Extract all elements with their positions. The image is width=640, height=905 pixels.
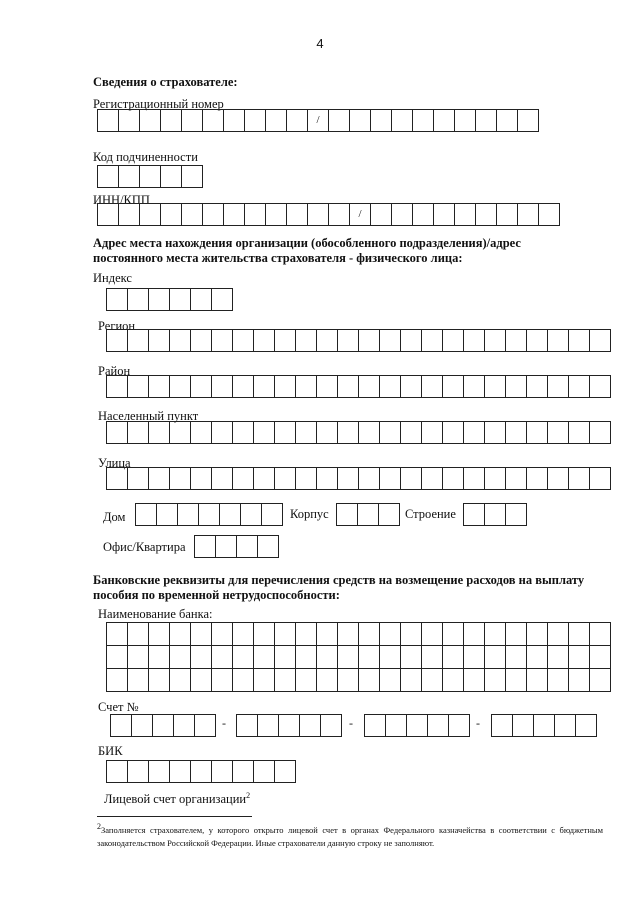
page-number: 4: [316, 36, 324, 51]
building-field[interactable]: [336, 503, 400, 526]
footnote-text: Заполняется страхователем, у которого открыто лицевой счет в органах Федерального казначейства в соответствии с бюджетным законодательством Российской Федерации. Иные страхователи данную строку не заполняют.: [97, 824, 603, 848]
district-field[interactable]: [106, 375, 611, 398]
subordination-label: Код подчиненности: [93, 150, 198, 164]
region-field[interactable]: [106, 329, 611, 352]
account-field-part4[interactable]: [491, 714, 597, 737]
footnote-mark: 2: [97, 822, 101, 831]
bank-heading-line1: Банковские реквизиты для перечисления средств на возмещение расходов на выплату: [93, 573, 585, 587]
footnote-reference: 2: [246, 791, 251, 800]
address-heading-line1: Адрес места нахождения организации (обособленного подразделения)/адрес: [93, 236, 521, 250]
locality-field[interactable]: [106, 421, 611, 444]
house-label: Дом: [103, 510, 126, 524]
footnote-divider: [97, 816, 252, 817]
footnote: [97, 820, 603, 850]
bank-name-field[interactable]: [106, 622, 611, 692]
account-field-part3[interactable]: [364, 714, 470, 737]
account-dash: -: [222, 716, 226, 730]
bik-label: БИК: [98, 744, 123, 758]
house-field[interactable]: [135, 503, 283, 526]
account-dash: -: [349, 716, 353, 730]
locality-label: Населенный пункт: [98, 409, 199, 423]
subordination-code-field[interactable]: [97, 165, 203, 188]
index-label: Индекс: [93, 271, 132, 285]
district-label: Район: [98, 364, 131, 378]
inn-kpp-field[interactable]: [97, 203, 560, 226]
bank-name-row[interactable]: [106, 623, 611, 646]
structure-field[interactable]: [463, 503, 527, 526]
account-label: Счет №: [98, 700, 139, 714]
region-label: Регион: [98, 319, 136, 333]
index-field[interactable]: [106, 288, 233, 311]
insurer-heading: Сведения о страхователе:: [93, 75, 238, 89]
street-label: Улица: [98, 456, 131, 470]
account-field-part1[interactable]: [110, 714, 216, 737]
bank-heading-line2: пособия по временной нетрудоспособности:: [93, 588, 340, 602]
account-field-part2[interactable]: [236, 714, 342, 737]
inn-kpp-separator: /: [350, 204, 371, 226]
structure-label: Строение: [405, 507, 456, 521]
bik-field[interactable]: [106, 760, 296, 783]
bank-name-row[interactable]: [106, 669, 611, 692]
bank-name-row[interactable]: [106, 646, 611, 669]
reg-number-separator: /: [308, 110, 329, 132]
address-heading-line2: постоянного места жительства страхователя - физического лица:: [93, 251, 463, 265]
account-dash: -: [476, 716, 480, 730]
inn-kpp-label: ИНН/КПП: [93, 193, 150, 207]
street-field[interactable]: [106, 467, 611, 490]
office-field[interactable]: [194, 535, 279, 558]
personal-account-label: Лицевой счет организации$^2$: [104, 791, 251, 807]
reg-number-label: Регистрационный номер: [93, 97, 224, 111]
reg-number-field[interactable]: [97, 109, 539, 132]
office-label: Офис/Квартира: [103, 540, 186, 554]
building-label: Корпус: [290, 507, 329, 521]
bank-name-label: Наименование банка:: [98, 607, 213, 621]
